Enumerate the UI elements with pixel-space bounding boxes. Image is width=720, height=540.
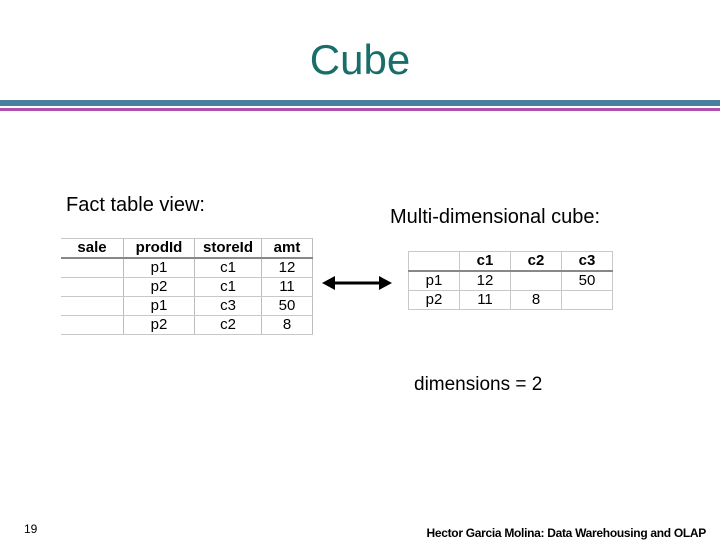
fact-cell <box>61 258 124 278</box>
fact-cell: 11 <box>262 278 313 297</box>
cube-cell: 12 <box>460 271 511 291</box>
cube-table <box>408 251 613 310</box>
cube-cell <box>562 291 613 310</box>
fact-table-label: Fact table view: <box>66 194 205 216</box>
fact-cell: p2 <box>124 278 195 297</box>
fact-cell <box>61 278 124 297</box>
table-row <box>61 278 313 297</box>
title-divider-blue <box>0 100 720 106</box>
cube-header-cell <box>409 252 460 272</box>
cube-cell: p1 <box>409 271 460 291</box>
cube-header-cell: c1 <box>460 252 511 272</box>
cube-cell: p2 <box>409 291 460 310</box>
fact-cell: p1 <box>124 297 195 316</box>
fact-table <box>61 238 313 335</box>
fact-cell: c1 <box>195 258 262 278</box>
fact-cell: p2 <box>124 316 195 335</box>
cube-cell <box>511 271 562 291</box>
fact-cell: 50 <box>262 297 313 316</box>
fact-header-cell: sale <box>61 239 124 259</box>
double-arrow-icon <box>322 272 392 294</box>
cube-cell: 8 <box>511 291 562 310</box>
cube-table-header-row <box>409 252 613 272</box>
fact-header-cell: amt <box>262 239 313 259</box>
table-row <box>61 258 313 278</box>
cube-label: Multi-dimensional cube: <box>390 206 601 228</box>
fact-cell: p1 <box>124 258 195 278</box>
cube-header-cell: c3 <box>562 252 613 272</box>
slide-title: Cube <box>309 36 411 83</box>
fact-cell: c3 <box>195 297 262 316</box>
dimensions-note: dimensions = 2 <box>414 374 543 395</box>
page-number: 19 <box>24 522 38 536</box>
title-divider-purple <box>0 108 720 111</box>
table-row <box>409 271 613 291</box>
fact-cell: c1 <box>195 278 262 297</box>
footer-credit: Hector Garcia Molina: Data Warehousing and OLAP <box>426 526 706 540</box>
cube-cell: 11 <box>460 291 511 310</box>
table-row <box>409 291 613 310</box>
fact-cell <box>61 297 124 316</box>
fact-header-cell: storeId <box>195 239 262 259</box>
fact-cell: 8 <box>262 316 313 335</box>
table-row <box>61 316 313 335</box>
table-row <box>61 297 313 316</box>
fact-cell: c2 <box>195 316 262 335</box>
cube-header-cell: c2 <box>511 252 562 272</box>
fact-cell: 12 <box>262 258 313 278</box>
fact-table-header-row <box>61 239 313 259</box>
cube-cell: 50 <box>562 271 613 291</box>
fact-header-cell: prodId <box>124 239 195 259</box>
fact-cell <box>61 316 124 335</box>
